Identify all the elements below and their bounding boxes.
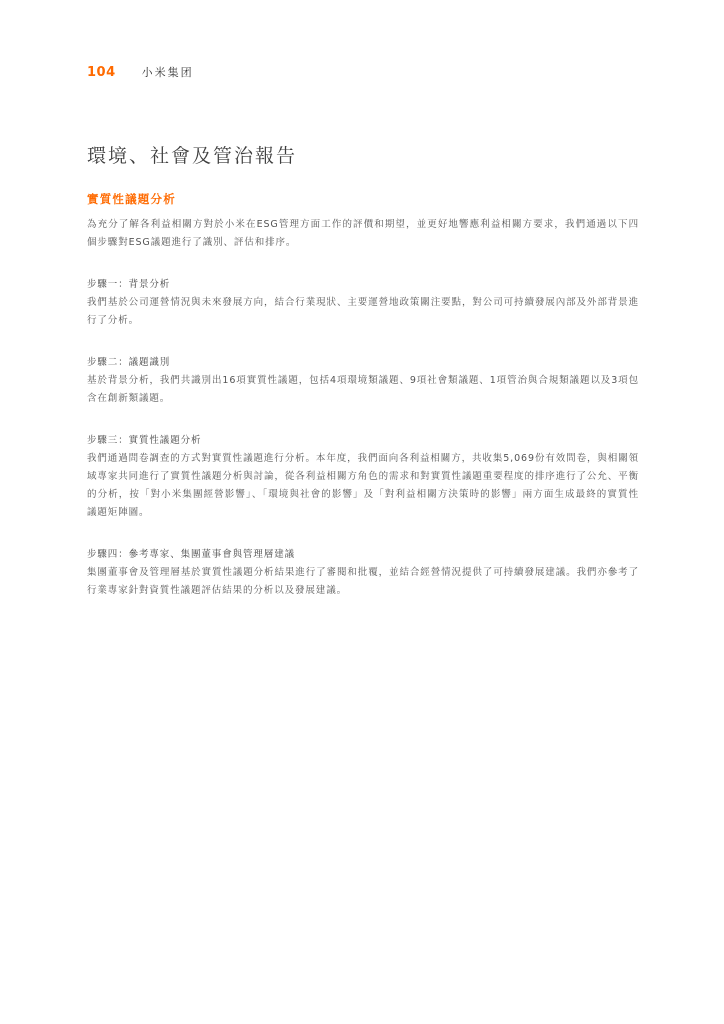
- section-title: 實質性議題分析: [87, 192, 176, 206]
- section-content: [87, 216, 639, 624]
- report-title: 環境、社會及管治報告: [87, 145, 298, 167]
- step-heading: 步驟四：參考專家、集團董事會與管理層建議: [87, 549, 296, 560]
- step-two: [87, 354, 639, 408]
- step-heading: 步驟一：背景分析: [87, 279, 171, 290]
- step-heading: 步驟二：議題識別: [87, 357, 171, 368]
- step-body: 集團董事會及管理層基於實質性議題分析結果進行了審閱和批覆，並結合經營情況提供了可持續發展建議。我們亦參考了行業專家針對資質性議題評估結果的分析以及發展建議。: [87, 567, 639, 596]
- step-heading: 步驟三：實質性議題分析: [87, 435, 202, 446]
- intro-paragraph: 為充分了解各利益相關方對於小米在ESG管理方面工作的評價和期望，並更好地響應利益相關方要求，我們通過以下四個步驟對ESG議題進行了識別、評估和排序。: [87, 219, 639, 248]
- page-number: 104: [87, 65, 116, 80]
- step-body: 基於背景分析，我們共識別出16項實質性議題，包括4項環境類議題、9項社會類議題、1項管治與合規類議題以及3項包含在創新類議題。: [87, 375, 639, 404]
- step-one: [87, 276, 639, 330]
- step-body: 我們基於公司運營情況與未來發展方向，結合行業現狀、主要運營地政策關注要點，對公司可持續發展內部及外部背景進行了分析。: [87, 297, 639, 326]
- page-header: [87, 64, 194, 80]
- step-body: 我們通過問卷調查的方式對實質性議題進行分析。本年度，我們面向各利益相關方，共收集5,069份有效問卷，與相關領域專家共同進行了實質性議題分析與討論，從各利益相關方角色的需求和對實質性議題重要程度的排序進行了公允、平衡的分析，按「對小米集團經營影響」、「環境與社會的影響」及「對利益相關方決策時的影響」兩方面生成最終的實質性議題矩陣圖。: [87, 453, 639, 518]
- company-name: 小米集团: [141, 66, 194, 79]
- step-three: [87, 432, 639, 522]
- step-four: [87, 546, 639, 600]
